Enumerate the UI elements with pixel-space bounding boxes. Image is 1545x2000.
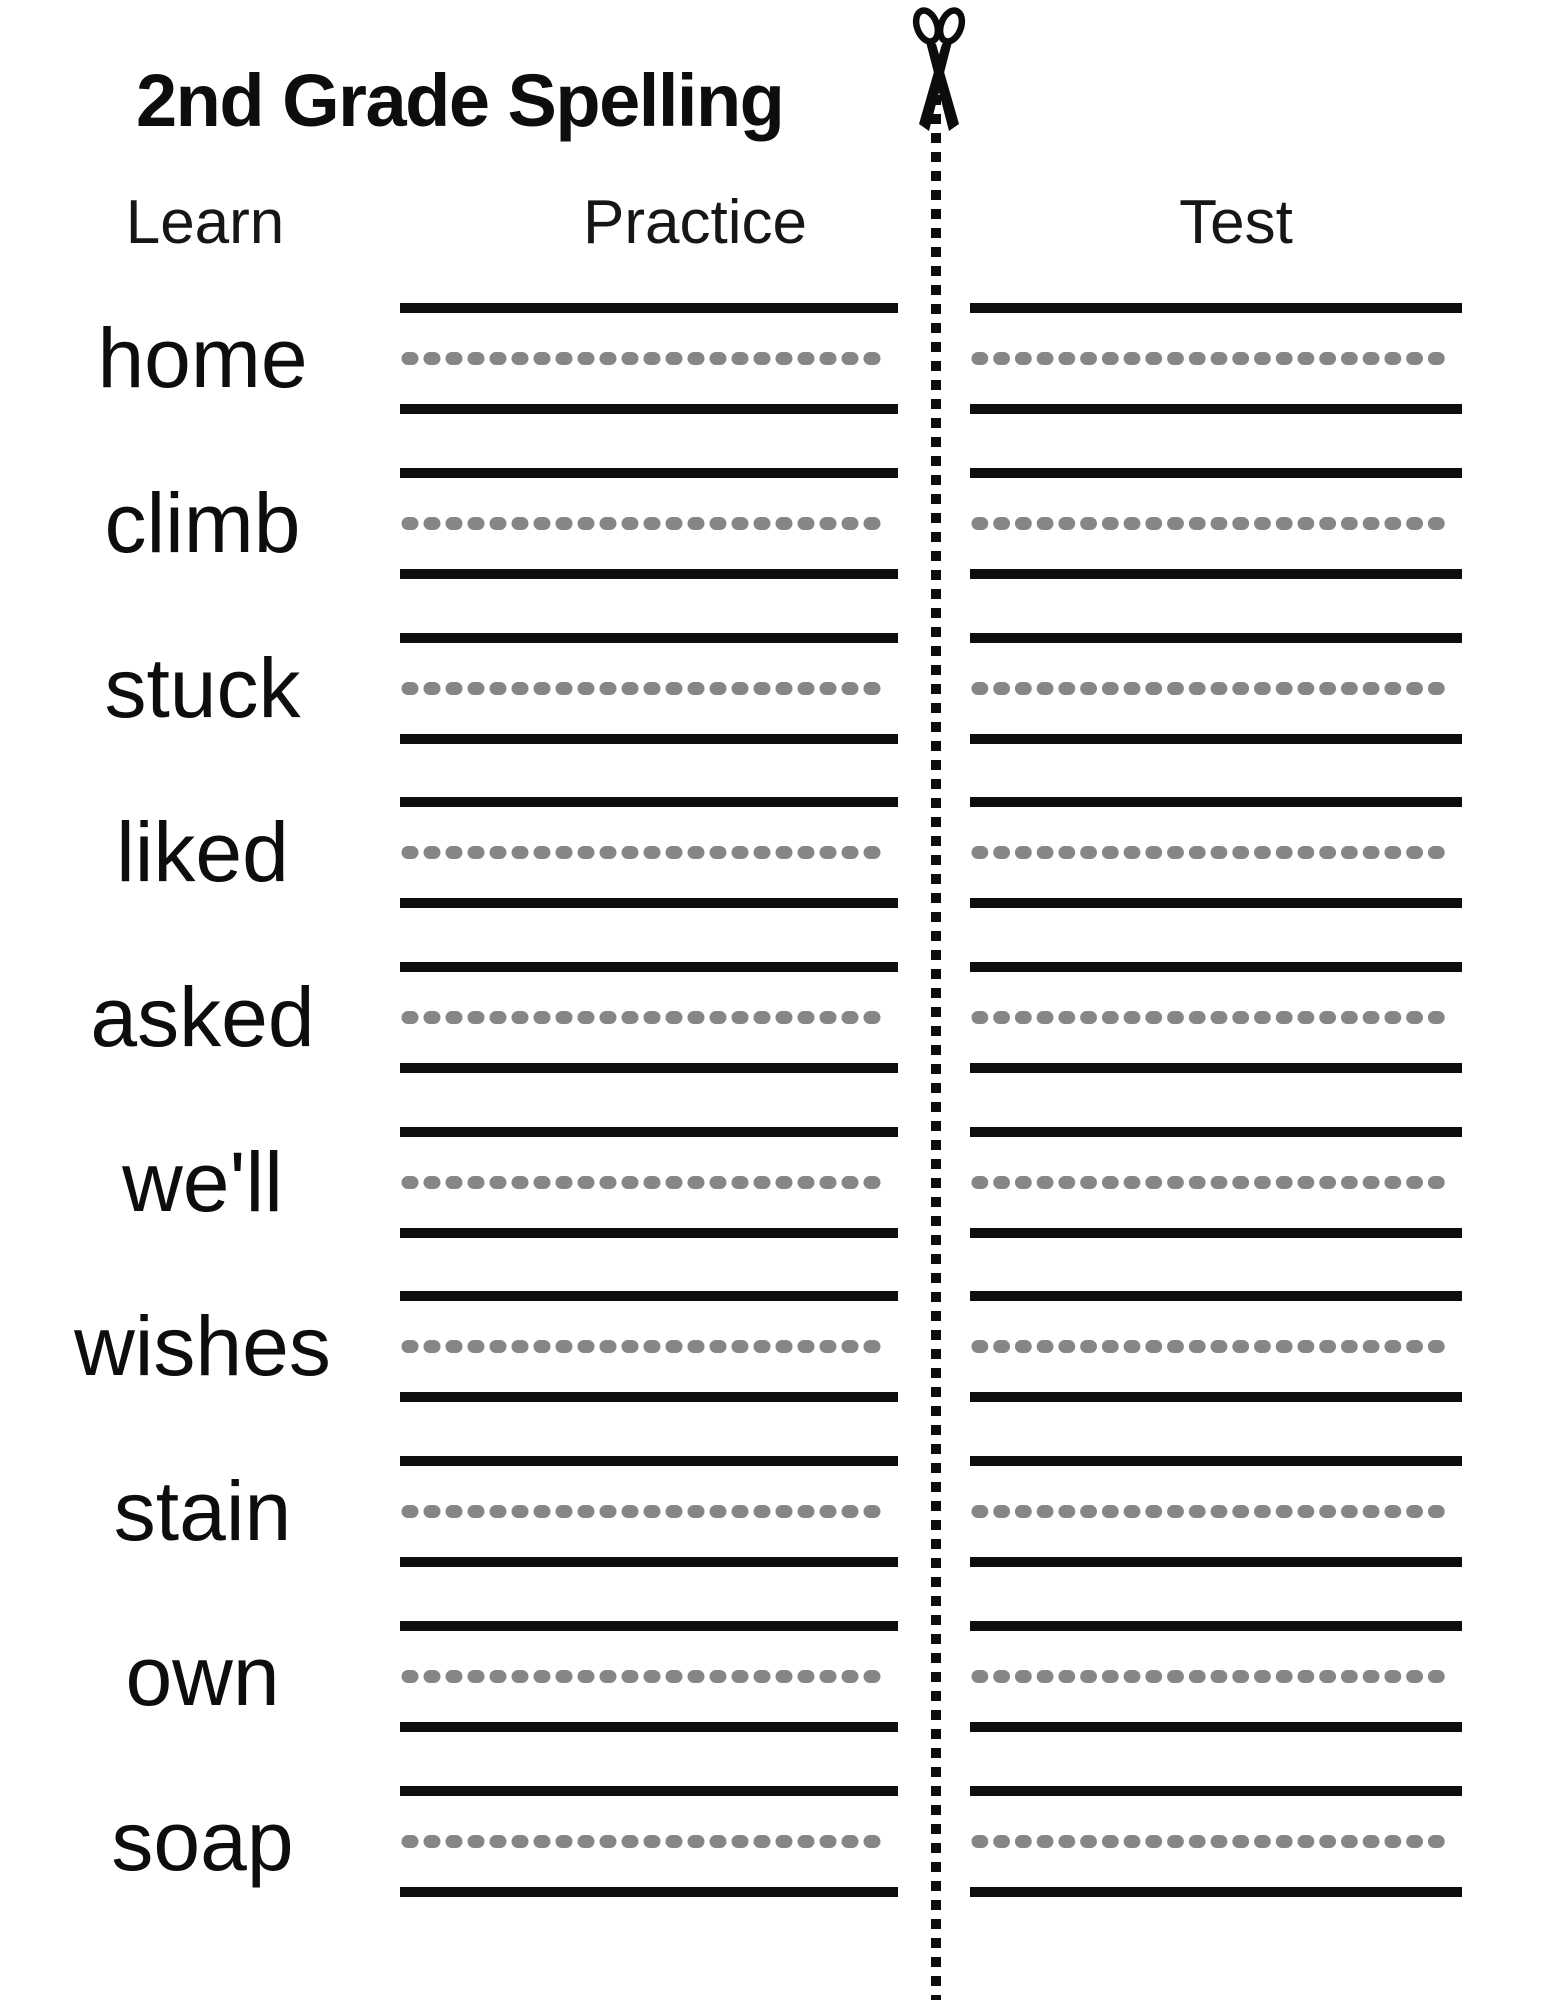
- writing-line-dashed: [400, 1670, 898, 1683]
- word-label: we'll: [122, 1134, 283, 1229]
- spelling-row: [0, 1127, 1545, 1237]
- spelling-row: [0, 1786, 1545, 1896]
- spelling-row: [0, 633, 1545, 743]
- test-lineset: [970, 1127, 1462, 1237]
- practice-lineset: [400, 633, 898, 743]
- writing-line-bottom: [400, 1722, 898, 1732]
- word-label: wishes: [74, 1298, 331, 1393]
- spelling-row: [0, 1621, 1545, 1731]
- writing-line-bottom: [400, 898, 898, 908]
- writing-line-bottom: [970, 1392, 1462, 1402]
- writing-line-top: [970, 1621, 1462, 1631]
- test-lineset: [970, 303, 1462, 413]
- writing-line-bottom: [970, 1557, 1462, 1567]
- writing-line-bottom: [970, 1722, 1462, 1732]
- writing-line-top: [400, 633, 898, 643]
- word-label: home: [97, 310, 308, 405]
- writing-line-dashed: [970, 517, 1462, 530]
- practice-lineset: [400, 797, 898, 907]
- word-label: liked: [116, 804, 289, 899]
- writing-line-bottom: [970, 404, 1462, 414]
- writing-line-bottom: [400, 1557, 898, 1567]
- writing-line-dashed: [970, 1176, 1462, 1189]
- writing-line-top: [400, 1456, 898, 1466]
- page-title: 2nd Grade Spelling: [136, 59, 784, 142]
- column-header-practice: Practice: [583, 187, 807, 257]
- writing-line-dashed: [970, 1835, 1462, 1848]
- test-lineset: [970, 1456, 1462, 1566]
- writing-line-dashed: [970, 1340, 1462, 1353]
- writing-line-top: [970, 1786, 1462, 1796]
- writing-line-bottom: [970, 569, 1462, 579]
- practice-lineset: [400, 1291, 898, 1401]
- spelling-row: [0, 797, 1545, 907]
- test-lineset: [970, 1786, 1462, 1896]
- writing-line-dashed: [970, 682, 1462, 695]
- writing-line-top: [970, 962, 1462, 972]
- writing-line-bottom: [400, 569, 898, 579]
- word-label: asked: [90, 969, 315, 1064]
- test-lineset: [970, 1621, 1462, 1731]
- writing-line-top: [400, 1621, 898, 1631]
- column-header-learn: Learn: [125, 187, 285, 257]
- writing-line-dashed: [400, 846, 898, 859]
- test-lineset: [970, 468, 1462, 578]
- word-label: own: [125, 1628, 280, 1723]
- writing-line-dashed: [400, 682, 898, 695]
- writing-line-dashed: [970, 352, 1462, 365]
- writing-line-bottom: [400, 1887, 898, 1897]
- writing-line-top: [970, 1127, 1462, 1137]
- practice-lineset: [400, 1456, 898, 1566]
- writing-line-top: [400, 797, 898, 807]
- writing-line-bottom: [400, 1228, 898, 1238]
- writing-line-dashed: [400, 1340, 898, 1353]
- spelling-row: [0, 1456, 1545, 1566]
- practice-lineset: [400, 468, 898, 578]
- writing-line-bottom: [400, 1392, 898, 1402]
- test-lineset: [970, 797, 1462, 907]
- spelling-row: [0, 303, 1545, 413]
- writing-line-dashed: [400, 1835, 898, 1848]
- test-lineset: [970, 1291, 1462, 1401]
- writing-line-bottom: [970, 734, 1462, 744]
- writing-line-top: [970, 468, 1462, 478]
- scissors-icon: [907, 2, 971, 134]
- writing-line-dashed: [970, 846, 1462, 859]
- spelling-row: [0, 468, 1545, 578]
- writing-line-dashed: [400, 352, 898, 365]
- writing-line-dashed: [400, 1011, 898, 1024]
- writing-line-dashed: [970, 1011, 1462, 1024]
- writing-line-dashed: [970, 1505, 1462, 1518]
- word-label: stain: [113, 1463, 292, 1558]
- word-label: climb: [104, 475, 301, 570]
- writing-line-top: [400, 1127, 898, 1137]
- test-lineset: [970, 962, 1462, 1072]
- practice-lineset: [400, 962, 898, 1072]
- column-header-test: Test: [1179, 187, 1293, 257]
- writing-line-top: [400, 962, 898, 972]
- writing-line-dashed: [400, 1176, 898, 1189]
- test-lineset: [970, 633, 1462, 743]
- writing-line-bottom: [400, 734, 898, 744]
- writing-line-top: [970, 633, 1462, 643]
- writing-line-top: [970, 1456, 1462, 1466]
- word-label: stuck: [104, 640, 301, 735]
- writing-line-top: [970, 797, 1462, 807]
- spelling-row: [0, 1291, 1545, 1401]
- practice-lineset: [400, 303, 898, 413]
- practice-lineset: [400, 1786, 898, 1896]
- writing-line-bottom: [400, 1063, 898, 1073]
- word-label: soap: [111, 1793, 294, 1888]
- writing-line-top: [400, 1786, 898, 1796]
- writing-line-dashed: [400, 1505, 898, 1518]
- writing-line-bottom: [970, 1887, 1462, 1897]
- writing-line-bottom: [970, 1063, 1462, 1073]
- writing-line-bottom: [970, 1228, 1462, 1238]
- writing-line-top: [970, 303, 1462, 313]
- writing-line-bottom: [970, 898, 1462, 908]
- writing-line-top: [970, 1291, 1462, 1301]
- practice-lineset: [400, 1127, 898, 1237]
- writing-line-top: [400, 1291, 898, 1301]
- writing-line-dashed: [400, 517, 898, 530]
- writing-line-top: [400, 303, 898, 313]
- practice-lineset: [400, 1621, 898, 1731]
- writing-line-dashed: [970, 1670, 1462, 1683]
- writing-line-top: [400, 468, 898, 478]
- spelling-row: [0, 962, 1545, 1072]
- writing-line-bottom: [400, 404, 898, 414]
